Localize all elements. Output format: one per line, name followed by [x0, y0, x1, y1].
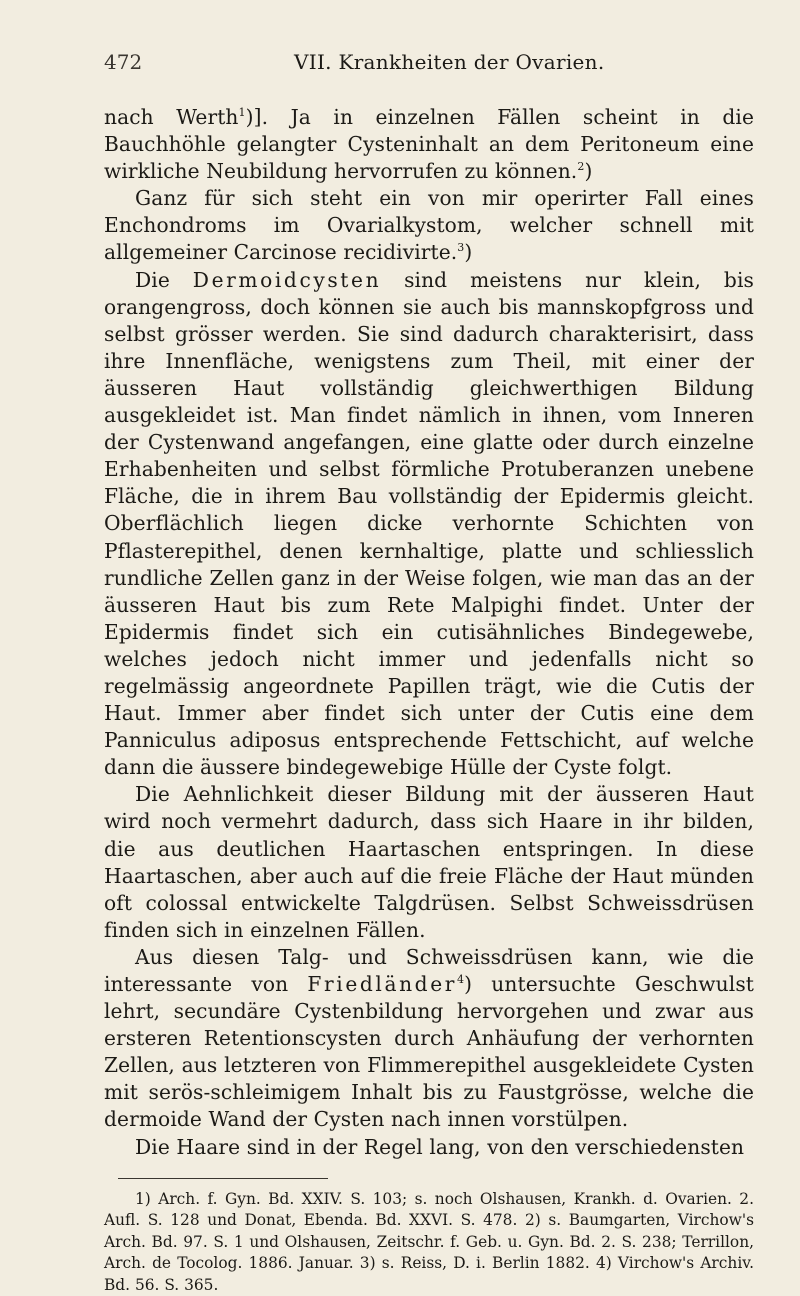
footnote-ref-2: 2 [577, 160, 585, 174]
p1-text-a: nach Werth [104, 105, 239, 129]
paragraph-5 [104, 944, 754, 1134]
footnotes [104, 1189, 754, 1296]
p5-text-a: Aus diesen Talg- und Schweissdrüsen kann, wie die interessante von [104, 944, 754, 996]
p2-text-a: Ganz für sich steht ein von mir operirter Fall eines Enchondroms im Ovarialkystom, welcher schnell mit allgemeiner Carcinose recidivirte. [104, 186, 754, 265]
paragraph-6: Die Haare sind in der Regel lang, von den verschiedensten [135, 1134, 745, 1159]
footnote-ref-1: 1 [238, 106, 246, 119]
paragraph-2 [104, 185, 754, 266]
book-page [104, 50, 754, 1296]
running-header [104, 50, 754, 80]
paragraph-4: Die Aehnlichkeit dieser Bildung mit der äusseren Haut wird noch vermehrt dadurch, dass sich Haare in ihr bilden, die aus deutlichen Haartaschen entspringen. In diese Haartaschen, aber auch auf die freie Fläche der Haut münden oft colossal entwickelte Talgdrüsen. Selbst Schweissdrüsen finden sich in einzelnen Fällen. [104, 782, 754, 942]
author-friedlaender: Friedländer [307, 972, 458, 996]
paragraph-3 [104, 267, 754, 782]
footnote-divider [118, 1178, 328, 1179]
footnote-ref-4: 4 [457, 973, 465, 986]
page-number: 472 [104, 50, 143, 74]
p1-text-c: ) [584, 159, 593, 184]
paragraph-1 [104, 104, 754, 185]
p2-text-b: ) [464, 240, 473, 265]
body-text [104, 104, 754, 1161]
chapter-title: VII. Krankheiten der Ovarien. [294, 50, 605, 74]
footnote-text: 1) Arch. f. Gyn. Bd. XXIV. S. 103; s. noch Olshausen, Krankh. d. Ovarien. 2. Aufl. S. 128 und Donat, Ebenda. Bd. XXVI. S. 478. 2) s. Baumgarten, Virchow's Arch. Bd. 97. S. 1 und Olshausen, Zeitschr. f. Geb. u. Gyn. Bd. 2. S. 238; Terrillon, Arch. de Tocolog. 1886. Januar. 3) s. Reiss, D. i. Berlin 1882. 4) Virchow's Archiv. Bd. 56. S. 365. [104, 1189, 754, 1294]
p5-text-b: ) untersuchte Geschwulst lehrt, secundäre Cystenbildung hervorgehen und zwar aus ersteren Retentionscysten durch Anhäufung der verhornten Zellen, aus letzteren von Flimmerepithel ausgekleidete Cysten mit serös-schleimigem Inhalt bis zu Faustgrösse, welche die dermoide Wand der Cysten nach innen vorstülpen. [104, 972, 754, 1132]
p3-text: sind meistens nur klein, bis orangengross, doch können sie auch bis mannskopfgross und selbst grösser werden. Sie sind dadurch charakterisirt, dass ihre Innenfläche, wenigstens zum Theil, mit einer der äusseren Haut vollständig gleichwerthigen Bildung ausgekleidet ist. Man findet nämlich in ihnen, vom Inneren der Cystenwand angefangen, eine glatte oder durch einzelne Erhabenheiten und selbst förmliche Protuberanzen unebene Fläche, die in ihrem Bau vollständig der Epidermis gleicht. Oberflächlich liegen dicke verhornte Schichten von Pflasterepithel, denen kernhaltige, platte und schliesslich rundliche Zellen ganz in der Weise folgen, wie man das an der äusseren Haut bis zum Rete Malpighi findet. Unter der Epidermis findet sich ein cutisähnliches Bindegewebe, welches jedoch nicht immer und jedenfalls nicht so regelmässig angeordnete Papillen trägt, wie die Cutis der Haut. Immer aber findet sich unter der Cutis eine dem Panniculus adiposus entsprechende Fettschicht, auf welche dann die äussere bindegewebige Hülle der Cyste folgt. [104, 267, 754, 780]
p3-text-pre: Die [135, 267, 170, 292]
p1-text-b: )]. Ja in einzelnen Fällen scheint in die Bauchhöhle gelangter Cysteninhalt an dem Peritoneum eine wirkliche Neubildung hervorrufen zu können. [104, 105, 754, 184]
footnote-ref-3: 3 [457, 241, 465, 255]
term-dermoidcysten: Dermoidcysten [192, 267, 382, 292]
